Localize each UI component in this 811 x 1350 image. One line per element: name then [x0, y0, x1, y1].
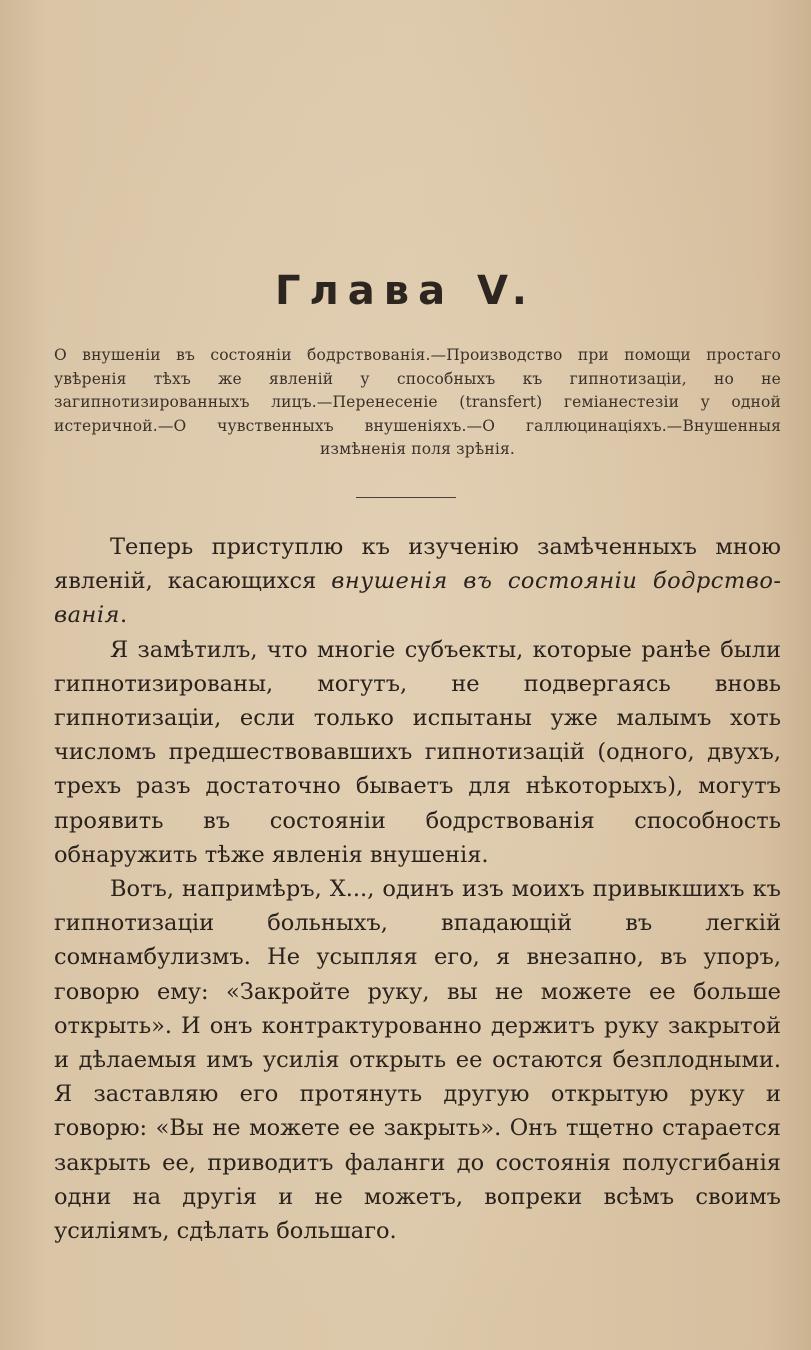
- chapter-summary: О внушеніи въ состояніи бодрствованія.—Производство при помощи простаго увѣренія тѣхъ же явленій у способныхъ къ гипнотизаціи, но не загипнотизированныхъ лицъ.—Перенесеніе (transfert) геміанестезіи у одной истеричной.—О чувствeнныхъ внушеніяхъ.—О галлюцинаціяхъ.—Внушенныя измѣненія поля зрѣнія.: [54, 346, 781, 458]
- paragraph-2: Я замѣтилъ, что многіе субъекты, которые ранѣе были гипнотизированы, могутъ, не подвергаясь вновь гипнотизаціи, если только испытаны уже малымъ хоть числомъ предшествовавшихъ гипнотизацій (одного, двухъ, трехъ разъ достаточно бываетъ для нѣкоторыхъ), могутъ проявить въ состояніи бодрствованія способность обнаружить тѣже явленія внушенія.: [54, 636, 781, 868]
- body-text: [54, 530, 781, 1248]
- paragraph-1-emphasis: внушенія въ состояніи бодрствованія: [54, 568, 781, 629]
- paragraph-1: [54, 530, 781, 633]
- paragraph-1-text: Теперь приступлю къ изученію замѣченныхъ мною явленій, касающихся: [54, 534, 781, 595]
- paragraph-1-end: .: [119, 602, 128, 629]
- paragraph-3: Вотъ, напримѣръ, Х..., одинъ изъ моихъ привыкшихъ къ гипнотизаціи больныхъ, впадающій въ легкій сомнамбулизмъ. Не усыпляя его, я внезапно, въ упоръ, говорю ему: «Закройте руку, вы не можете ее больше открыть». И онъ контрактурованно держитъ руку закрытой и дѣлаемыя имъ усилія открыть ее остаются безплодными. Я заставляю его протянуть другую открытую руку и говорю: «Вы не можете ее закрыть». Онъ тщетно старается закрыть ее, приводитъ фаланги до состоянія полусгибанія одни на другія и не можетъ, вопреки всѣмъ своимъ усиліямъ, сдѣлать большаго.: [54, 876, 781, 1245]
- section-divider: [356, 497, 456, 498]
- chapter-title: Глава V.: [274, 268, 536, 314]
